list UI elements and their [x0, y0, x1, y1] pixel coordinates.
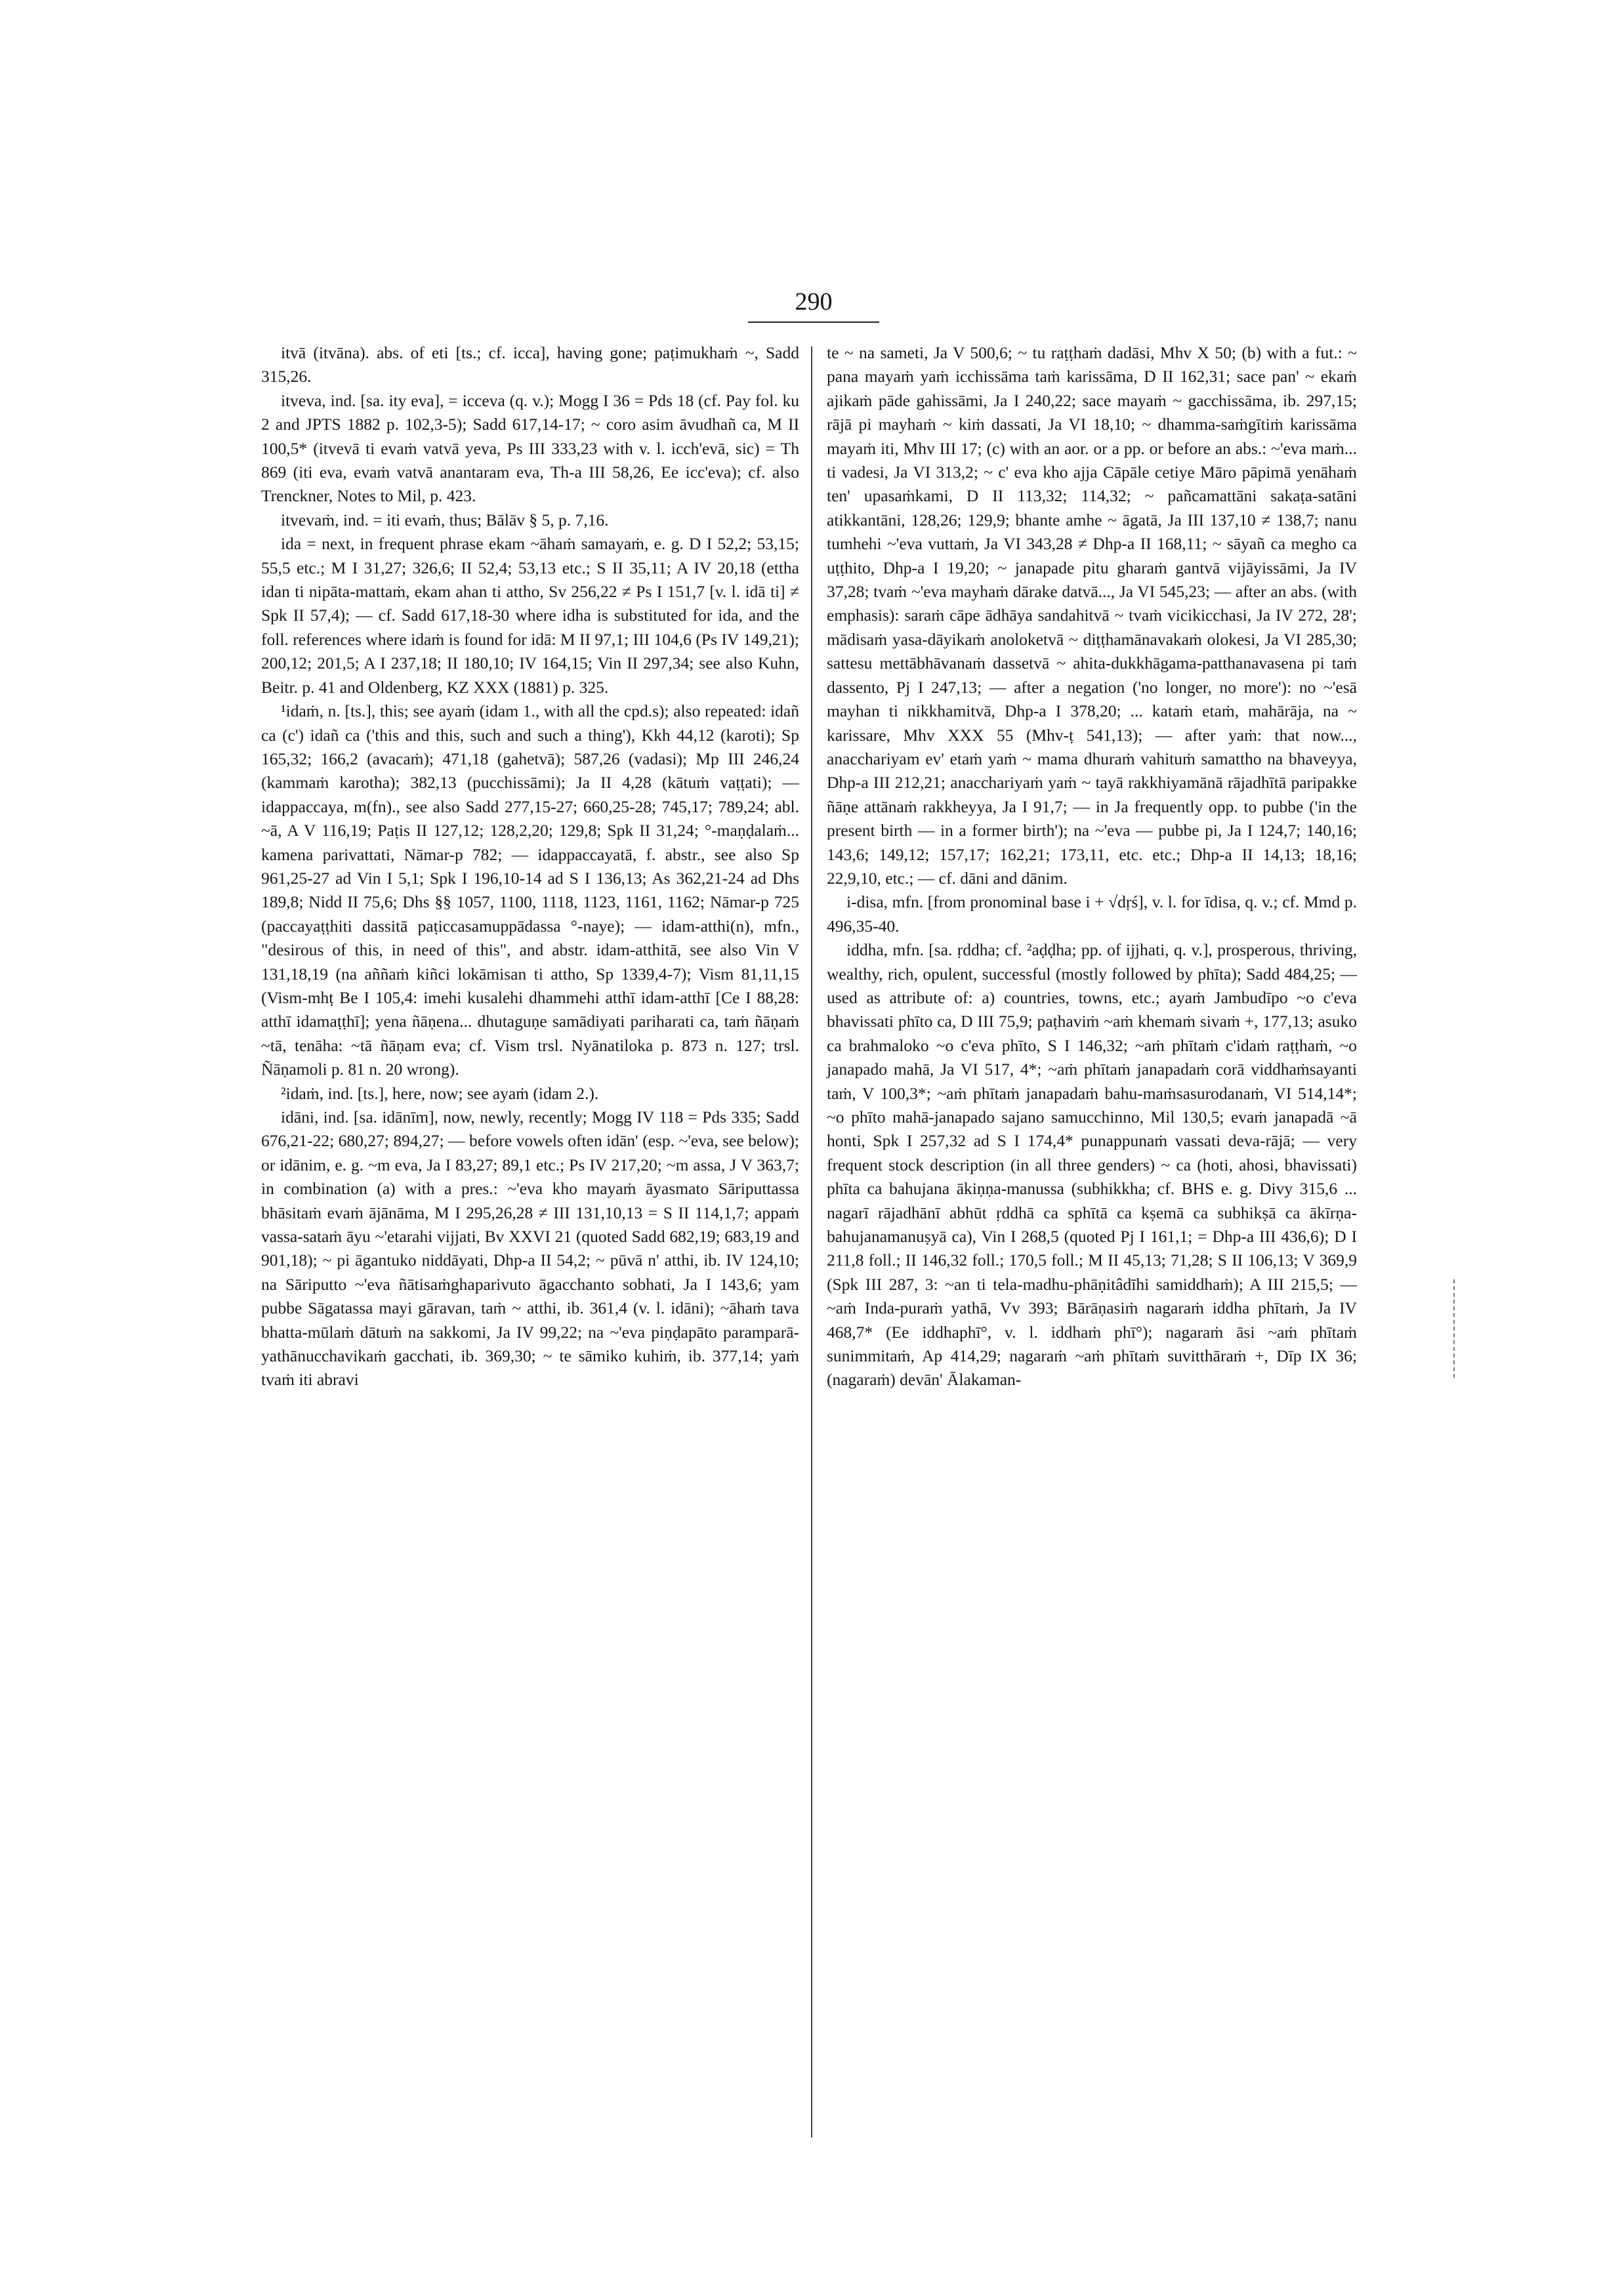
- right-column: [827, 341, 1357, 1392]
- dictionary-entry-itva: itvā (itvāna). abs. of eti [ts.; cf. icca], having gone; paṭimukhaṁ ~, Sadd 315,26.: [261, 343, 799, 386]
- dictionary-entry-iddha: iddha, mfn. [sa. ṛddha; cf. ²aḍḍha; pp. of ijjhati, q. v.], prosperous, thriving, wealthy, rich, opulent, successful (mostly followed by phīta); Sadd 484,25; — used as attribute of: a) countries, towns, etc.; ayaṁ Jambudīpo ~o c'eva bhavissati phīto ca, D III 75,9; paṭhaviṁ ~aṁ khemaṁ sivaṁ +, 177,13; asuko ca brahmaloko ~o c'eva phīto, S I 146,32; ~aṁ phītaṁ c'idaṁ raṭṭhaṁ, ~o janapado mahā, Ja VI 517, 4*; ~aṁ phītaṁ janapadaṁ corā viddhaṁsayanti taṁ, V 100,3*; ~aṁ phītaṁ janapadaṁ bahu-maṁsasurodanaṁ, VI 514,14*; ~o phīto mahā-janapado sajano samucchinno, Mil 130,5; evaṁ janapadā ~ā honti, Spk I 257,32 ad S I 174,4* punappunaṁ vassati deva-rājā; — very frequent stock description (in all three genders) ~ ca (hoti, ahosi, bhavissati) phīta ca bahujana ākiṇṇa-manussa (subhikkha; cf. BHS e. g. Divy 315,6 ... nagarī rājadhānī abhūt ṛddhā ca sphītā ca kṣemā ca subhikṣā ca ākīrṇa-bahujanamanuṣyā ca), Vin I 268,5 (quoted Pj I 161,1; = Dhp-a III 436,6); D I 211,8 foll.; II 146,32 foll.; 170,5 foll.; M II 45,13; 71,28; S II 106,13; V 369,9 (Spk III 287, 3: ~an ti tela-madhu-phāṇitâdīhi samiddhaṁ); A III 215,5; — ~aṁ Inda-puraṁ yathā, Vv 393; Bārāṇasiṁ nagaraṁ iddha phītaṁ, Ja IV 468,7* (Ee iddhaphī°, v. l. iddhaṁ phī°); nagaraṁ āsi ~aṁ phītaṁ sunimmitaṁ, Ap 414,29; nagaraṁ ~aṁ phītaṁ suvitthāraṁ +, Dīp IX 36; (nagaraṁ) devān' Ālakaman-: [827, 940, 1357, 1390]
- dictionary-entry-i-disa: i-disa, mfn. [from pronominal base i + √dṛś], v. l. for īdisa, q. v.; cf. Mmd p. 496,35-40.: [827, 892, 1357, 936]
- dictionary-entry-ida: ida = next, in frequent phrase ekam ~āhaṁ samayaṁ, e. g. D I 52,2; 53,15; 55,5 etc.; M I 31,27; 326,6; II 52,4; 53,13 etc.; S II 35,11; A IV 20,18 (ettha idan ti nipāta-mattaṁ, ekam ahan ti attho, Sv 256,22 ≠ Ps I 151,7 [v. l. idā ti] ≠ Spk II 57,4); — cf. Sadd 617,18-30 where idha is substituted for ida, and the foll. references where idaṁ is found for idā: M II 97,1; III 104,6 (Ps IV 149,21); 200,12; 201,5; A I 237,18; II 180,10; IV 164,15; Vin II 297,34; see also Kuhn, Beitr. p. 41 and Oldenberg, KZ XXX (1881) p. 325.: [261, 534, 799, 697]
- dictionary-entry-idani: idāni, ind. [sa. idānīm], now, newly, recently; Mogg IV 118 = Pds 335; Sadd 676,21-22; 680,27; 894,27; — before vowels often idān' (esp. ~'eva, see below); or idānim, e. g. ~m eva, Ja I 83,27; 89,1 etc.; Ps IV 217,20; ~m assa, J V 363,7; in combination (a) with a pres.: ~'eva kho mayaṁ āyasmato Sāriputtassa bhāsitaṁ evaṁ ājānāma, M I 295,26,28 ≠ III 131,10,13 = S II 114,1,7; appaṁ vassa-sataṁ āyu ~'etarahi vijjati, Bv XXVI 21 (quoted Sadd 682,19; 683,19 and 901,18); ~ pi āgantuko niddāyati, Dhp-a II 54,2; ~ pūvā n' atthi, ib. IV 124,10; na Sāriputto ~'eva ñātisaṁghaparivuto āgacchanto sobhati, Ja I 143,6; yam pubbe Sāgatassa mayi gāravan, taṁ ~ atthi, ib. 361,4 (v. l. idāni); ~āhaṁ tava bhatta-mūlaṁ dātuṁ na sakkomi, Ja IV 99,22; na ~'eva piṇḍapāto paramparā-yathānucchavikaṁ gacchati, ib. 369,30; ~ te sāmiko kuhiṁ, ib. 377,14; yaṁ tvaṁ iti abravi: [261, 1107, 799, 1390]
- dictionary-entry-idani-cont: te ~ na sameti, Ja V 500,6; ~ tu raṭṭhaṁ dadāsi, Mhv X 50; (b) with a fut.: ~ pana mayaṁ yaṁ icchissāma taṁ karissāma, D II 162,31; sace pan' ~ ekaṁ ajikaṁ pāde gahissāmi, Ja I 240,22; sace mayaṁ ~ gacchissāma, ib. 297,15; rājā pi mayhaṁ ~ kiṁ dassati, Ja VI 18,10; ~ dhamma-saṁgītiṁ karissāma mayaṁ iti, Mhv III 17; (c) with an aor. or a pp. or before an abs.: ~'eva maṁ... ti vadesi, Ja VI 313,2; ~ c' eva kho ajja Cāpāle cetiye Māro pāpimā yenāhaṁ ten' upasaṁkami, D II 113,32; 114,32; ~ pañcamattāni sakaṭa-satāni atikkantāni, 128,26; 129,9; bhante amhe ~ āgatā, Ja III 137,10 ≠ 138,7; nanu tumhehi ~'eva vuttaṁ, Ja VI 343,28 ≠ Dhp-a II 168,11; ~ sāyañ ca megho ca uṭṭhito, Dhp-a I 19,20; ~ janapade pitu gharaṁ gantvā vijāyissāmi, Ja IV 37,28; tvaṁ ~'eva mayhaṁ dārake datvā..., Ja VI 545,23; — after an abs. (with emphasis): saraṁ cāpe ādhāya sandahitvā ~ tvaṁ vicikicchasi, Ja IV 272, 28'; mādisaṁ yasa-dāyikaṁ anoloketvā ~ diṭṭhamānavakaṁ olokesi, Ja VI 285,30; sattesu mettābhāvanaṁ dassetvā ~ ahita-dukkhāgama-patthanavasena pi taṁ dassento, Pj I 247,13; — after a negation ('no longer, no more'): no ~'esā mayhan ti nikkhamitvā, Dhp-a I 378,20; ... kataṁ etaṁ, mahārāja, na ~ karissare, Mhv XXX 55 (Mhv-ṭ 541,13); — after yaṁ: that now..., anacchariyam ev' etaṁ yaṁ ~ mama dhuraṁ vahituṁ samattho na bhaveyya, Dhp-a III 212,21; anacchariyaṁ yaṁ ~ tayā rakkhiyamānā rājadhītā paripakke ñāṇe attānaṁ rakkheyya, Ja I 91,7; — in Ja frequently opp. to pubbe ('in the present birth — in a former birth'); na ~'eva — pubbe pi, Ja I 124,7; 140,16; 143,6; 149,12; 157,17; 162,21; 173,11, etc. etc.; Dhp-a II 14,13; 18,16; 22,9,10, etc.; — cf. dāni and dānim.: [827, 343, 1357, 888]
- dictionary-entry-idam-2: ²idaṁ, ind. [ts.], here, now; see ayaṁ (idam 2.).: [281, 1083, 599, 1103]
- column-divider: [811, 346, 812, 2138]
- left-column: [261, 341, 799, 1392]
- dictionary-entry-itveva: itveva, ind. [sa. ity eva], = icceva (q. v.); Mogg I 36 = Pds 18 (cf. Pay fol. ku 2 and JPTS 1882 p. 102,3-5); Sadd 617,14-17; ~ coro asim āvudhañ ca, M II 100,5* (itvevā ti evaṁ vatvā yeva, Ps III 333,23 with v. l. icch'evā, sic) = Th 869 (iti eva, evaṁ vatvā anantaram eva, Th-a III 58,26, Ee icc'eva); cf. also Trenckner, Notes to Mil, p. 423.: [261, 390, 799, 506]
- page-number-rule: [748, 321, 879, 323]
- margin-mark: [1453, 1279, 1455, 1378]
- dictionary-entry-idam-1: ¹idaṁ, n. [ts.], this; see ayaṁ (idam 1., with all the cpd.s); also repeated: idañ ca (c') idañ ca ('this and this, such and such a thing'), Kkh 44,12 (karoti); Sp 165,32; 166,2 (avacaṁ); 471,18 (gahetvā); 587,26 (vadasi); Mp III 246,24 (kammaṁ karotha); 382,13 (pucchissāmi); Ja II 4,28 (kātuṁ vaṭṭati); — idappaccaya, m(fn)., see also Sadd 277,15-27; 660,25-28; 745,17; 789,24; abl. ~ā, A V 116,19; Paṭis II 127,12; 128,2,20; 129,8; Spk II 31,24; °-maṇḍalaṁ... kamena parivattati, Nāmar-p 782; — idappaccayatā, f. abstr., see also Sp 961,25-27 ad Vin I 5,1; Spk I 196,10-14 ad S I 136,13; As 362,21-24 ad Dhs 189,8; Nidd II 75,6; Dhs §§ 1057, 1100, 1118, 1123, 1161, 1162; Nāmar-p 725 (paccayaṭṭhiti dassitā paṭiccasamuppādassa °-naye); — idam-atthi(n), mfn., "desirous of this, in need of this", and abstr. idam-atthitā, see also Vin V 131,18,19 (na aññaṁ kiñci lokāmisan ti attho, Sp 1339,4-7); Vism 81,11,15 (Vism-mhṭ Be I 105,4: imehi kusalehi dhammehi atthī idam-atthī [Ce I 88,28: atthī idamaṭṭhī]; yena ñāṇena... dhutaguṇe samādiyati pariharati ca, taṁ ñāṇaṁ ~tā, tenāha: ~tā ñāṇam eva; cf. Vism trsl. Nyānatiloka p. 873 n. 127; trsl. Ñāṇamoli p. 81 n. 20 wrong).: [261, 701, 799, 1079]
- dictionary-entry-itvevam: itvevaṁ, ind. = iti evaṁ, thus; Bālāv § 5, p. 7,16.: [281, 510, 609, 529]
- page-number: 290: [795, 288, 833, 316]
